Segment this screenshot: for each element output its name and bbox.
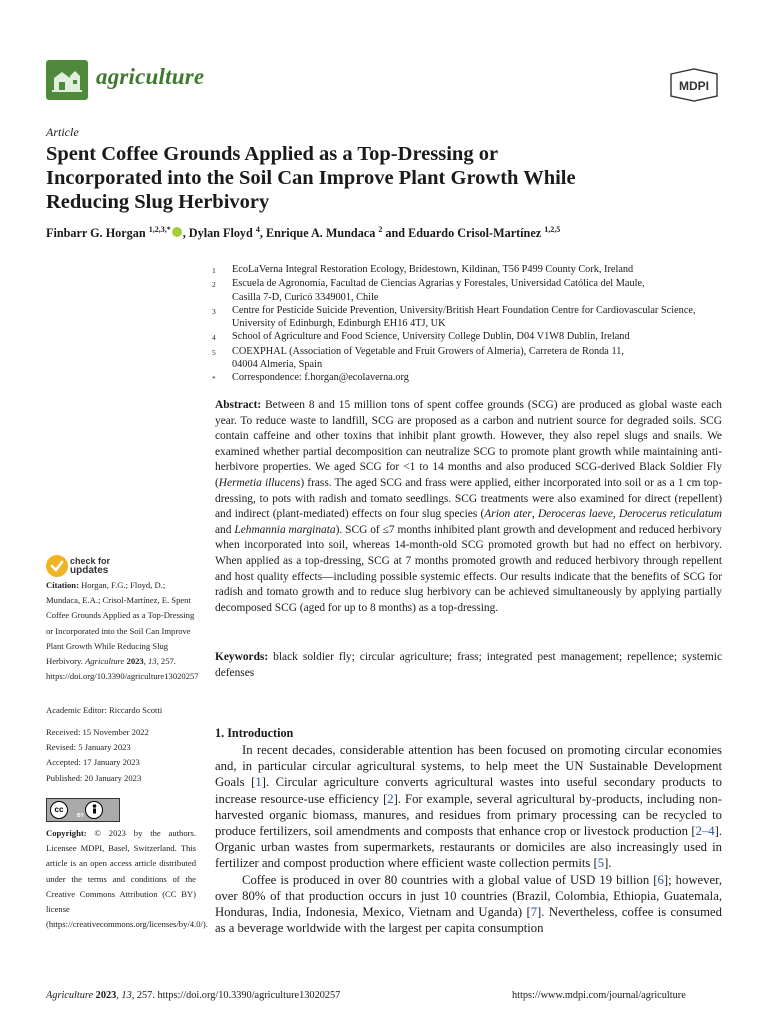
title-line-1: Spent Coffee Grounds Applied as a Top-Dressing or <box>46 143 499 165</box>
copyright <box>46 826 208 932</box>
cc-by-text: BY <box>77 813 84 819</box>
affiliation-item <box>208 263 728 277</box>
citation-journal: Agriculture <box>85 656 125 667</box>
affiliation-item <box>208 277 728 304</box>
copyright-text: © 2023 by the authors. Licensee MDPI, Basel, Switzerland. This article is an open access article distributed under the terms and conditions of the Creative Commons Attribution (CC BY) license (https://creativecommons.org/licenses/by/4.0/). <box>46 828 208 930</box>
affiliation-line: EcoLaVerna Integral Restoration Ecology, Bridestown, Kildinan, T56 P499 County Cork, Ireland <box>232 264 634 275</box>
author-affiliation-marks: 2 <box>378 225 383 234</box>
affiliation-text <box>232 345 728 372</box>
reference-link[interactable]: 6 <box>657 872 664 887</box>
introduction-body <box>215 742 722 936</box>
abstract-text: ). SCG of ≤7 months inhibited plant growth and development and reduced herbivory when incorporated into soil, whereas 14-month-old SCG promoted growth but had no effect on herbivory. When applied as a top-dressing, SCG at 7 months promoted growth and reduced herbivory through repellent and host quality effects—including possible systemic effects. Our results indicate that the benefits of SCG for radish and tomato growth and to reduce slug herbivory can be achieved simultaneously by applying partially decomposed SCG (aged for up to 8 months) as a top-dressing. <box>215 523 722 614</box>
paragraph-text: In recent decades, considerable attention has been focused on promoting circular economies and, in particular circular agricultural systems, to help meet the UN Sustainable Development Goals [ <box>215 743 722 790</box>
affiliation-number: * <box>212 374 216 384</box>
author-name: Enrique A. Mundaca <box>265 226 376 241</box>
reference-link[interactable]: 7 <box>530 905 538 920</box>
check-updates-line2: updates <box>70 565 109 576</box>
paragraph-text: ]. For example, several agricultural by-products, including non-harvested organic biomass, manures, and residues from primary processing can be recycled to produce fertilizers, soil amendments and composts that enhance crop or livestock production [ <box>215 791 722 839</box>
species-name: Derocerus reticulatum <box>618 508 722 521</box>
footer-citation <box>46 990 340 1001</box>
cc-icon: cc <box>50 801 68 819</box>
affiliation-number: 4 <box>212 333 216 343</box>
affiliation-text <box>232 371 728 385</box>
author-list: Finbarr G. Horgan $^{1,2,3,*}$ , Dylan Floyd $^4$, Enrique A. Mundaca $^2$ and Eduardo Crisol-Martínez $^{1,2,5}$ <box>46 225 561 241</box>
author-affiliation-marks: 1,2,5 <box>544 225 561 234</box>
paragraph-text: ]. <box>604 856 612 871</box>
author-name: Eduardo Crisol-Martínez <box>408 226 542 241</box>
author-affiliation-marks: 4 <box>255 225 260 234</box>
affiliation-item <box>208 330 728 344</box>
keywords-label: Keywords: <box>215 651 269 663</box>
citation-label: Citation: <box>46 580 79 590</box>
affiliation-text <box>232 330 728 344</box>
affiliation-number: 3 <box>212 306 216 316</box>
article-type: Article <box>46 125 79 139</box>
check-updates-line1: check for <box>70 556 111 566</box>
affiliation-line: Correspondence: f.horgan@ecolaverna.org <box>232 372 409 384</box>
citation-text: Horgan, F.G.; Floyd, D.; Mundaca, E.A.; Crisol-Martínez, E. Spent Coffee Grounds Applied as a Top-Dressing or Incorporated into the Soil Can Improve Plant Growth While Reducing Slug Herbivory. <box>46 580 195 667</box>
paragraph-text: ]; however, over 80% of that production occurs in just 10 countries (Brazil, Colombia, Ethiopia, Guatemala, Honduras, India, Indonesia, Mexico, Vietnam and Uganda) [ <box>215 872 722 920</box>
species-name: Lehmannia marginata <box>234 523 336 536</box>
affiliation-line: 04004 Almeria, Spain <box>232 359 323 371</box>
academic-editor: Academic Editor: Riccardo Scotti <box>46 705 163 715</box>
mdpi-logo <box>667 68 721 102</box>
barn-icon <box>46 60 88 100</box>
abstract-text: and <box>215 523 235 536</box>
title-line-3: Reducing Slug Herbivory <box>46 191 270 213</box>
date-line: Received: 15 November 2022 <box>46 727 149 737</box>
check-updates-icon <box>46 555 68 577</box>
affiliation-item <box>208 345 728 372</box>
citation-volume: , 13 <box>143 656 157 667</box>
affiliation-text <box>232 277 728 304</box>
footer-doi[interactable]: , 257. https://doi.org/10.3390/agriculture13020257 <box>131 990 341 1001</box>
affiliations <box>208 263 728 386</box>
cc-by-license-badge[interactable] <box>46 798 120 822</box>
affiliation-number: 1 <box>212 266 216 275</box>
copyright-label: Copyright: <box>46 828 87 838</box>
date-line: Accepted: 17 January 2023 <box>46 757 140 768</box>
orcid-icon[interactable] <box>172 227 182 237</box>
affiliation-item <box>208 371 728 385</box>
reference-link[interactable]: 1 <box>255 775 262 790</box>
journal-name: agriculture <box>96 64 205 89</box>
paragraph-text: ]. Nevertheless, coffee is consumed as a beverage worldwide with the largest per capita consumption <box>215 905 722 936</box>
reference-link[interactable]: 2 <box>387 791 394 806</box>
author-name: Dylan Floyd <box>188 226 253 241</box>
paragraph-text: Coffee is produced in over 80 countries with a global value of USD 19 billion [ <box>242 872 658 887</box>
affiliation-line: Escuela de Agronomía, Facultad de Ciencias Agrarias y Forestales, Universidad Católica del Maule, <box>232 278 645 290</box>
section-heading-introduction: 1. Introduction <box>215 726 294 740</box>
footer-journal: Agriculture <box>46 990 94 1001</box>
paragraph-text: ]. Organic urban wastes from supermarkets, restaurants or domiciles are also increasingly used in fertilizer and compost production where efficient waste collection permits [ <box>215 824 722 871</box>
species-name: Arion ater <box>484 508 532 521</box>
affiliation-item <box>208 304 728 331</box>
abstract-text: , <box>612 508 619 521</box>
affiliation-number: 2 <box>212 280 216 290</box>
abstract-text: ) frass. The aged SCG and frass were applied, either incorporated into soil or as a 1 cm top-dressing, to pots with radish and tomato seedlings. SCG treatments were also examined for direct (repellent) and indirect (plant-mediated) effects on four slug species ( <box>215 476 722 521</box>
publication-dates <box>46 725 196 786</box>
author-affiliation-marks: 1,2,3,* <box>148 225 171 234</box>
attribution-icon <box>85 801 103 819</box>
journal-logo <box>46 60 88 100</box>
keywords <box>215 650 722 681</box>
paragraph <box>215 742 722 872</box>
reference-link[interactable]: 5 <box>597 856 605 871</box>
abstract <box>215 398 722 616</box>
affiliation-text <box>232 263 728 277</box>
abstract-text: , <box>531 508 538 521</box>
reference-link[interactable]: 2–4 <box>695 824 715 839</box>
paragraph-text: ]. Circular agriculture converts agricultural wastes into useful secondary products to increase resource-use efficiency [ <box>215 775 723 806</box>
author-name: Finbarr G. Horgan <box>46 226 146 241</box>
paragraph <box>215 872 722 937</box>
footer-year: 2023 <box>93 990 117 1001</box>
footer-journal-url[interactable]: https://www.mdpi.com/journal/agriculture <box>512 990 686 1001</box>
species-name: Hermetia illucens <box>218 476 301 489</box>
citation-year: 2023 <box>124 656 144 667</box>
affiliation-line: Casilla 7-D, Curicó 3349001, Chile <box>232 291 379 303</box>
svg-text:MDPI: MDPI <box>679 79 709 93</box>
article-title <box>46 142 726 214</box>
citation-doi[interactable]: , 257. https://doi.org/10.3390/agriculture13020257 <box>46 656 199 682</box>
date-line: Published: 20 January 2023 <box>46 772 142 783</box>
abstract-label: Abstract: <box>215 399 262 411</box>
affiliation-text <box>232 304 728 331</box>
footer-volume: , 13 <box>116 990 132 1001</box>
citation <box>46 578 199 684</box>
affiliation-line: Centre for Pesticide Suicide Prevention, University/British Heart Foundation Centre for Cardiovascular Science, <box>232 304 696 316</box>
affiliation-number: 5 <box>212 347 216 357</box>
affiliation-line: School of Agriculture and Food Science, University College Dublin, D04 V1W8 Dublin, Ireland <box>232 331 630 343</box>
affiliation-line: University of Edinburgh, Edinburgh EH16 4TJ, UK <box>232 318 446 330</box>
affiliation-line: COEXPHAL (Association of Vegetable and Fruit Growers of Almeria), Carretera de Ronda 11, <box>232 345 624 357</box>
species-name: Deroceras laeve <box>537 508 613 521</box>
date-line: Revised: 5 January 2023 <box>46 742 131 753</box>
abstract-text: Between 8 and 15 million tons of spent coffee grounds (SCG) are produced as global waste each year. To reduce waste to landfill, SCG are proposed as a carbon and nutrient source for degraded soils. SCG contain caffeine and other toxins that inhibit plant growth. However, they also repel slugs and snails. We examined whether partial decomposition can neutralize SCG to promote plant growth while maintaining anti-herbivore properties. We aged SCG for <1 to 14 months and also produced SCG-derived Black Soldier Fly ( <box>215 399 722 489</box>
keywords-text: black soldier fly; circular agriculture; frass; integrated pest management; repellence; systemic defenses <box>215 651 722 679</box>
title-line-2: Incorporated into the Soil Can Improve Plant Growth While <box>46 167 576 189</box>
